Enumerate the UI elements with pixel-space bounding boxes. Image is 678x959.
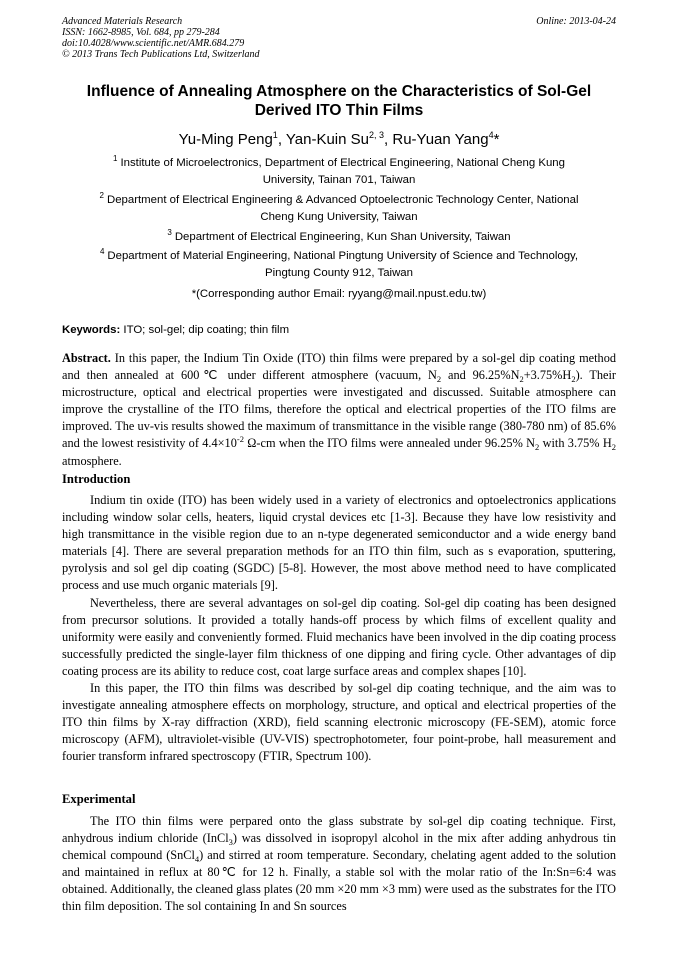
- copyright-line: © 2013 Trans Tech Publications Ltd, Switzerland: [62, 49, 260, 60]
- keywords-label: Keywords:: [62, 324, 121, 336]
- title-line-2: Derived ITO Thin Films: [254, 102, 424, 119]
- subscript: 2: [571, 374, 576, 385]
- author-name: Yu-Ming Peng: [178, 131, 273, 148]
- affiliation-line: Cheng Kung University, Taiwan: [260, 211, 418, 223]
- affiliation-number: 4: [99, 247, 105, 256]
- introduction-heading: Introduction: [62, 472, 131, 486]
- abstract-paragraph: [62, 350, 616, 470]
- affiliation-number: 3: [167, 228, 172, 237]
- author-affil-ref: 4: [488, 130, 494, 140]
- affiliation-line: Department of Electrical Engineering, Kun Shan University, Taiwan: [174, 231, 511, 243]
- abstract-block: [62, 350, 616, 470]
- body-text: ) was dissolved in isopropyl alcohol in the mix after adding anhydrous tin chemical compound (SnCl: [62, 831, 617, 863]
- affiliation-2: [62, 192, 616, 226]
- paper-title: [62, 82, 616, 120]
- abstract-label: Abstract.: [62, 351, 111, 365]
- author-separator: ,: [277, 131, 286, 148]
- affiliation-line: Department of Material Engineering, National Pingtung University of Science and Technology,: [107, 250, 579, 262]
- affiliation-1: [62, 155, 616, 189]
- body-text: The ITO thin films were perpared onto the glass substrate by sol-gel dip coating technique. First, anhydrous indium chloride (InCl: [62, 814, 616, 846]
- author-affil-ref: 1: [272, 130, 278, 140]
- body-text: ) and stirred at room temperature. Secondary, chelating agent added to the solution and maintained in reflux at 80℃ for 12 h. Finally, a stable sol with the molar ratio of the In:Sn=6:4 was obtained. Additionally, the cleaned glass plates (20 mm ×20 mm ×3 mm) were used as the substrates for the ITO thin film deposition. The sol containing In and Sn sources: [62, 848, 616, 914]
- subscript: 2: [535, 442, 540, 453]
- author-affil-ref: 2, 3: [369, 130, 385, 140]
- subscript: 2: [519, 374, 524, 385]
- introduction-body: [62, 492, 616, 766]
- abstract-text: and 96.25%N: [441, 368, 520, 383]
- experimental-heading: Experimental: [62, 792, 136, 806]
- abstract-text: In this paper, the Indium Tin Oxide (ITO) thin films were prepared by a sol-gel dip coating method and then annealed at 600℃ under different atmosphere (vacuum, N: [62, 351, 616, 383]
- doi-line[interactable]: doi:10.4028/www.scientific.net/AMR.684.279: [62, 38, 245, 49]
- affiliation-line: Institute of Microelectronics, Department of Electrical Engineering, National Cheng Kung: [120, 157, 565, 169]
- journal-header: [62, 16, 260, 60]
- affiliation-number: 2: [99, 191, 104, 200]
- affiliation-line: Department of Electrical Engineering & Advanced Optoelectronic Technology Center, National: [106, 194, 579, 206]
- keywords: [62, 323, 289, 337]
- experimental-body: [62, 813, 616, 916]
- author-separator: ,: [384, 131, 393, 148]
- affiliation-3: [62, 229, 616, 246]
- body-paragraph: In this paper, the ITO thin films was described by sol-gel dip coating technique, and the aim was to investigate annealing atmosphere effects on morphology, structure, and optical and electrical properties of the ITO thin films by X-ray diffraction (XRD), field scanning electronic microscopy (FE-SEM), atomic force microscopy (AFM), ultraviolet-visible (UV-VIS) spectrophotometer, four point-probe, hall measurement and fourier transform infrared spectroscopy (FTIR, Spectrum 100).: [62, 681, 616, 764]
- subscript: 4: [194, 854, 200, 865]
- affiliation-line: University, Tainan 701, Taiwan: [262, 174, 416, 186]
- superscript: -2: [236, 434, 244, 445]
- subscript: 3: [228, 837, 233, 848]
- body-paragraph: Indium tin oxide (ITO) has been widely used in a variety of electronics and optoelectronics applications including window solar cells, heaters, liquid crystal devices etc [1-3]. Because they have low resistivity and high transmittance in the visible region due to an n-type degenerated semiconductor and a wide energy band materials [4]. There are several preparation methods for an ITO thin film, such as s evaporation, sputtering, pyrolysis and sol gel dip coating (SGDC) [5-8]. However, the most above method need to have complicated process and use much organic materials [9].: [62, 493, 616, 593]
- abstract-text: Ω-cm when the ITO films were annealed under 96.25% N: [243, 436, 536, 451]
- author-name: Ru-Yuan Yang: [392, 131, 489, 148]
- journal-name: Advanced Materials Research: [62, 16, 183, 27]
- corresponding-email[interactable]: *(Corresponding author Email: ryyang@mail.npust.edu.tw): [191, 288, 487, 300]
- author-list: [62, 131, 616, 149]
- abstract-text: +3.75%H: [523, 368, 572, 383]
- issn-line: ISSN: 1662-8985, Vol. 684, pp 279-284: [62, 27, 220, 38]
- body-paragraph: [62, 813, 616, 916]
- title-line-1: Influence of Annealing Atmosphere on the Characteristics of Sol-Gel: [86, 83, 592, 100]
- affiliation-line: Pingtung County 912, Taiwan: [265, 267, 413, 279]
- online-date: Online: 2013-04-24: [536, 16, 616, 27]
- affiliation-number: 1: [113, 154, 118, 163]
- body-paragraph: Nevertheless, there are several advantages on sol-gel dip coating. Sol-gel dip coating has been designed from precursor solutions. It provided a totally hands-off process by which films of excellent quality and uniformity were easily and conveniently formed. Fluid mechanics have been involved in the dip coating process successfully predicted the single-layer film thickness of one dipping and firing cycle. Other advantages of dip coating process are its ability to reduce cost, coat large surface areas and complex shapes [10].: [62, 595, 616, 678]
- abstract-text: atmosphere.: [62, 453, 122, 468]
- abstract-text: with 3.75% H: [539, 436, 612, 451]
- subscript: 2: [436, 374, 442, 385]
- abstract-text: ). Their microstructure, optical and electrical properties were investigated and discussed. Suitable atmosphere can improve the crystalline of the ITO films, therefore the optical and electrical properties of the ITO films are improved. The uv-vis results showed the maximum of transmittance in the visible range (380-780 nm) of 85.6% and the lowest resistivity of 4.4×10: [62, 368, 617, 451]
- author-name: Yan-Kuin Su: [285, 131, 369, 148]
- affiliation-4: [62, 248, 616, 282]
- keywords-text: ITO; sol-gel; dip coating; thin film: [120, 324, 290, 336]
- subscript: 2: [611, 442, 617, 453]
- corresponding-star: *: [493, 131, 500, 148]
